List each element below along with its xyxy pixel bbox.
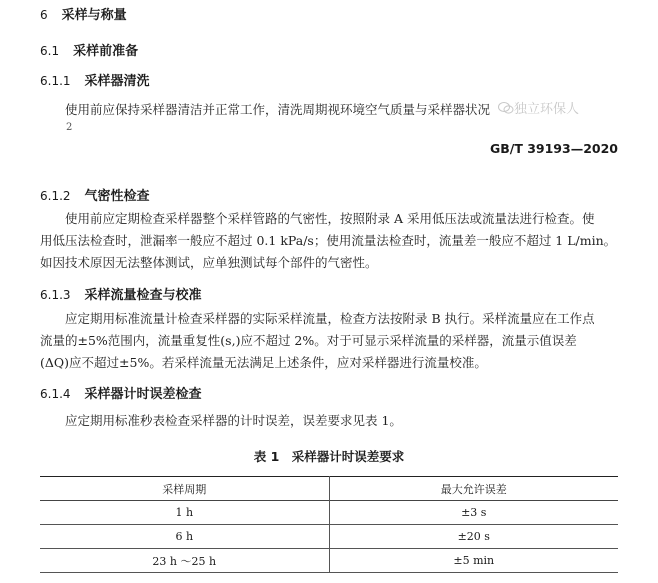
table-row [40,549,618,573]
section-6-1-4-text: 应定期用标准秒表检查采样器的计时误差，误差要求见表 1。 [65,413,402,428]
section-6-1-3-heading: 6.1.3 采样流量检查与校准 [40,288,202,303]
section-6-1-4-heading: 6.1.4 采样器计时误差检查 [40,387,202,402]
paragraph-line: 使用前应定期检查采样器整个采样管路的气密性，按照附录 A 采用低压法或流量法进行检查。使 [65,211,595,226]
paragraph-line: 用低压法检查时，泄漏率一般应不超过 0.1 kPa/s；使用流量法检查时，流量差一般应不超过 1 L/min。 [40,233,617,248]
cell-error: ±20 s [457,530,490,543]
section-6-1-1-text: 使用前应保持采样器清洁并正常工作，清洗周期视环境空气质量与采样器状况 [65,102,491,117]
table-row [40,525,618,549]
section-6-1-2-heading: 6.1.2 气密性检查 [40,189,150,204]
section-6-1-3-paragraph [40,308,625,374]
cell-period: 23 h ～25 h [40,549,329,573]
paragraph-line: 如因技术原因无法整体测试，应单独测试每个部件的气密性。 [40,255,378,270]
cell-period: 6 h [40,525,329,549]
table-row [40,501,618,525]
table-header-row [40,477,618,501]
cell-period: 1 h [40,501,329,525]
header-sampling-period: 采样周期 [40,477,329,501]
paragraph-line: 应定期用标准流量计检查采样器的实际采样流量，检查方法按附录 B 执行。采样流量应在工作点 [65,311,595,326]
section-6-1-heading: 6.1 采样前准备 [40,44,139,59]
section-6-heading: 6 采样与称量 [40,8,127,23]
cell-error: ±3 s [461,506,487,519]
table-title: 表 1 采样器计时误差要求 [253,449,405,464]
paragraph-line: 流量的±5%范围内，流量重复性(s,)应不超过 2%。对于可显示采样流量的采样器，流量示值误差 [40,333,577,348]
header-max-error: 最大允许误差 [440,482,507,496]
cell-error: ±5 min [453,554,495,567]
watermark: 独立环保人 [498,98,579,119]
timing-error-table [40,476,618,573]
section-6-1-2-paragraph [40,208,625,274]
page-number: 2 [66,122,73,133]
section-6-1-1-heading: 6.1.1 采样器清洗 [40,74,150,89]
wechat-logo-icon [498,101,514,119]
paragraph-line: (ΔQ)应不超过±5%。若采样流量无法满足上述条件，应对采样器进行流量校准。 [40,355,487,370]
standard-code: GB/T 39193—2020 [489,141,618,156]
